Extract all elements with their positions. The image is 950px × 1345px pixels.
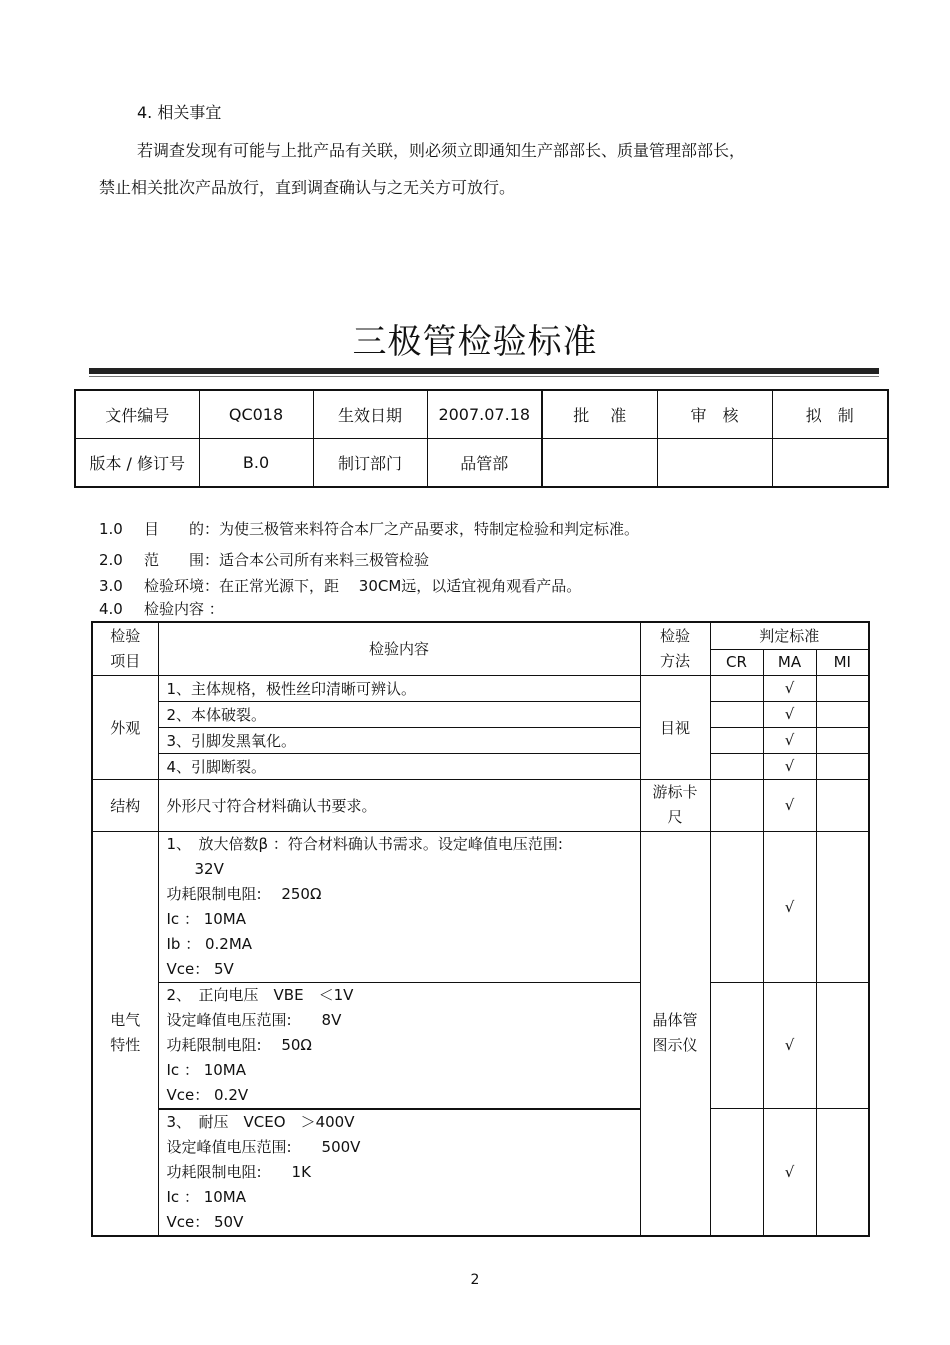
paragraph-line: 禁止相关批次产品放行，直到调查确认与之无关方可放行。 — [99, 178, 516, 197]
item-number: 2.0 — [99, 551, 123, 569]
structure-label: 结构 — [92, 779, 158, 831]
item-number: 1.0 — [99, 520, 123, 538]
title-rule — [89, 368, 879, 374]
appearance-method: 目视 — [640, 675, 710, 779]
page-number: 2 — [470, 1272, 480, 1288]
inspection-table — [91, 621, 870, 1237]
cr-cell — [710, 727, 763, 753]
header-mi: MI — [816, 649, 869, 675]
header-inspection-item: 检验 项目 — [92, 622, 158, 675]
approve-signature — [542, 439, 657, 488]
review-label: 审 核 — [657, 390, 772, 439]
ma-check: √ — [763, 779, 816, 831]
mi-cell — [816, 727, 869, 753]
effective-date-label: 生效日期 — [313, 390, 427, 439]
ma-check: √ — [763, 727, 816, 753]
header-inspection-content: 检验内容 — [158, 622, 640, 675]
section-heading: 4. 相关事宜 — [137, 103, 222, 122]
electrical-criterion-gain: 1、 放大倍数β ：符合材料确认书需求。设定峰值电压范围: 32V 功耗限制电阻: 250Ω Ic ： 10MA Ib ： 0.2MA Vce： 5V — [158, 831, 640, 982]
draft-signature — [772, 439, 888, 488]
approve-label: 批 准 — [542, 390, 657, 439]
department-value: 品管部 — [427, 439, 542, 488]
mi-cell — [816, 831, 869, 982]
ma-check: √ — [763, 1109, 816, 1236]
ma-check: √ — [763, 701, 816, 727]
electrical-label: 电气 特性 — [92, 831, 158, 1236]
cr-cell — [710, 701, 763, 727]
effective-date-value: 2007.07.18 — [427, 390, 542, 439]
appearance-criterion: 4、引脚断裂。 — [158, 753, 640, 779]
item-text: 目 的：为使三极管来料符合本厂之产品要求，特制定检验和判定标准。 — [144, 520, 640, 538]
mi-cell — [816, 701, 869, 727]
cr-cell — [710, 982, 763, 1109]
item-text: 检验环境：在正常光源下，距 30CM远，以适宜视角观看产品。 — [144, 577, 582, 595]
header-cr: CR — [710, 649, 763, 675]
item-number: 3.0 — [99, 577, 123, 595]
list-item — [99, 549, 429, 570]
draft-label: 拟 制 — [772, 390, 888, 439]
ma-check: √ — [763, 675, 816, 701]
paragraph-line: 若调查发现有可能与上批产品有关联，则必须立即通知生产部部长、质量管理部部长， — [137, 141, 746, 160]
item-number: 4.0 — [99, 600, 123, 618]
header-ma: MA — [763, 649, 816, 675]
version-value: B.0 — [199, 439, 313, 488]
department-label: 制订部门 — [313, 439, 427, 488]
cr-cell — [710, 831, 763, 982]
list-item — [99, 518, 639, 539]
item-text: 范 围：适合本公司所有来料三极管检验 — [144, 551, 430, 569]
cr-cell — [710, 753, 763, 779]
cr-cell — [710, 779, 763, 831]
doc-number-value: QC018 — [199, 390, 313, 439]
structure-method: 游标卡 尺 — [640, 779, 710, 831]
appearance-label: 外观 — [92, 675, 158, 779]
appearance-criterion: 2、本体破裂。 — [158, 701, 640, 727]
ma-check: √ — [763, 831, 816, 982]
header-inspection-method: 检验 方法 — [640, 622, 710, 675]
list-item — [99, 598, 224, 619]
ma-check: √ — [763, 753, 816, 779]
electrical-criterion-vceo: 3、 耐压 VCEO ＞400V 设定峰值电压范围: 500V 功耗限制电阻: 1K Ic ： 10MA Vce： 50V — [158, 1109, 640, 1236]
item-text: 检验内容 ： — [144, 600, 224, 618]
mi-cell — [816, 675, 869, 701]
doc-number-label: 文件编号 — [75, 390, 199, 439]
list-item — [99, 575, 581, 596]
mi-cell — [816, 1109, 869, 1236]
appearance-criterion: 1、主体规格，极性丝印清晰可辨认。 — [158, 675, 640, 701]
electrical-method: 晶体管 图示仪 — [640, 831, 710, 1236]
mi-cell — [816, 982, 869, 1109]
mi-cell — [816, 779, 869, 831]
cr-cell — [710, 1109, 763, 1236]
version-label: 版本 / 修订号 — [75, 439, 199, 488]
header-judgement-standard: 判定标准 — [710, 622, 869, 649]
structure-criterion: 外形尺寸符合材料确认书要求。 — [158, 779, 640, 831]
title-rule-thin — [89, 376, 879, 377]
electrical-criterion-vbe: 2、 正向电压 VBE ＜1V 设定峰值电压范围: 8V 功耗限制电阻: 50Ω Ic ： 10MA Vce： 0.2V — [158, 982, 640, 1109]
document-title: 三极管检验标准 — [352, 322, 598, 362]
cr-cell — [710, 675, 763, 701]
mi-cell — [816, 753, 869, 779]
ma-check: √ — [763, 982, 816, 1109]
appearance-criterion: 3、引脚发黑氧化。 — [158, 727, 640, 753]
review-signature — [657, 439, 772, 488]
document-info-table — [74, 389, 889, 488]
